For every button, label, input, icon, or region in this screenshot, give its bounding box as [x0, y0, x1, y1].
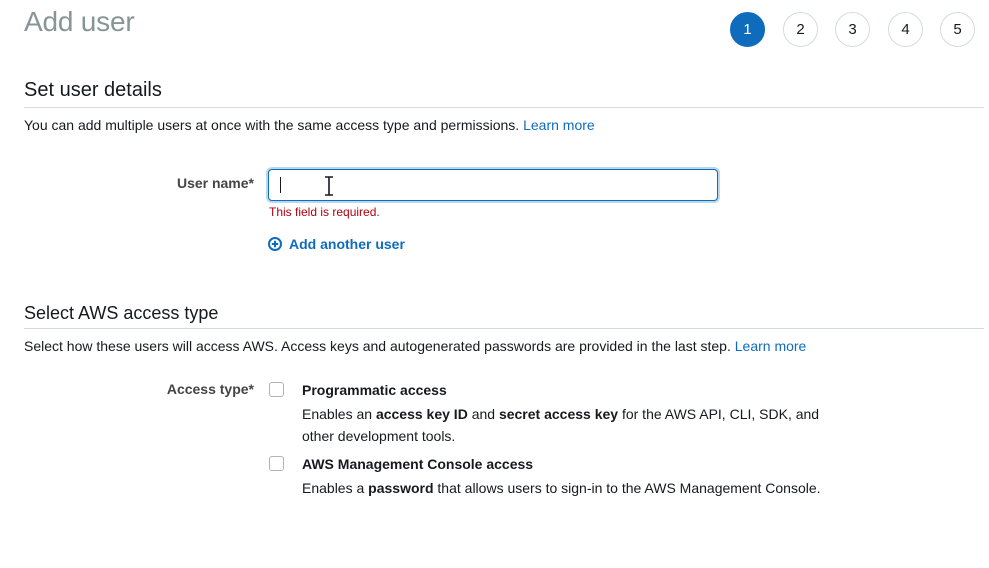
access-type-description — [24, 338, 806, 354]
user-details-description-text: You can add multiple users at once with the same access type and permissions. — [24, 117, 520, 133]
step-5[interactable]: 5 — [940, 12, 975, 47]
programmatic-access-checkbox[interactable] — [269, 382, 284, 397]
add-another-user-button[interactable] — [268, 236, 405, 252]
console-desc-part-1: Enables a — [302, 480, 369, 496]
programmatic-access-description — [302, 403, 832, 447]
programmatic-desc-part-1: Enables an — [302, 406, 376, 422]
access-type-learn-more-link[interactable]: Learn more — [734, 338, 807, 354]
user-details-learn-more-link[interactable]: Learn more — [523, 117, 595, 133]
user-details-divider — [24, 107, 984, 108]
console-access-checkbox[interactable] — [269, 456, 284, 471]
step-4[interactable]: 4 — [888, 12, 923, 47]
step-3[interactable]: 3 — [835, 12, 870, 47]
plus-circle-icon — [268, 237, 282, 251]
username-label: User name* — [176, 175, 254, 191]
step-1[interactable]: 1 — [730, 12, 765, 47]
username-error: This field is required. — [269, 205, 380, 219]
access-type-description-text: Select how these users will access AWS. Access keys and autogenerated passwords are provided in the last step. — [24, 338, 731, 354]
programmatic-desc-bold-1: access key ID — [375, 406, 468, 422]
user-details-description — [24, 117, 595, 133]
programmatic-desc-part-3: for the AWS API, CLI, SDK, and other development tools. — [302, 406, 820, 444]
text-caret — [280, 177, 281, 193]
console-access-title: AWS Management Console access — [302, 456, 534, 472]
page-title: Add user — [24, 6, 135, 37]
ibeam-cursor-icon — [323, 176, 335, 196]
programmatic-desc-bold-2: secret access key — [498, 406, 619, 422]
console-desc-bold-1: password — [368, 480, 434, 496]
access-type-title: Select AWS access type — [24, 303, 219, 323]
console-desc-part-2: that allows users to sign-in to the AWS Management Console. — [433, 480, 821, 496]
username-input[interactable] — [268, 169, 718, 201]
step-2[interactable]: 2 — [783, 12, 818, 47]
access-type-divider — [24, 328, 984, 329]
user-details-title: Set user details — [24, 79, 162, 101]
add-another-user-label: Add another user — [289, 236, 405, 252]
console-access-description — [302, 477, 862, 499]
programmatic-desc-part-2: and — [467, 406, 499, 422]
access-type-label: Access type* — [166, 381, 254, 397]
programmatic-access-title: Programmatic access — [302, 382, 447, 398]
